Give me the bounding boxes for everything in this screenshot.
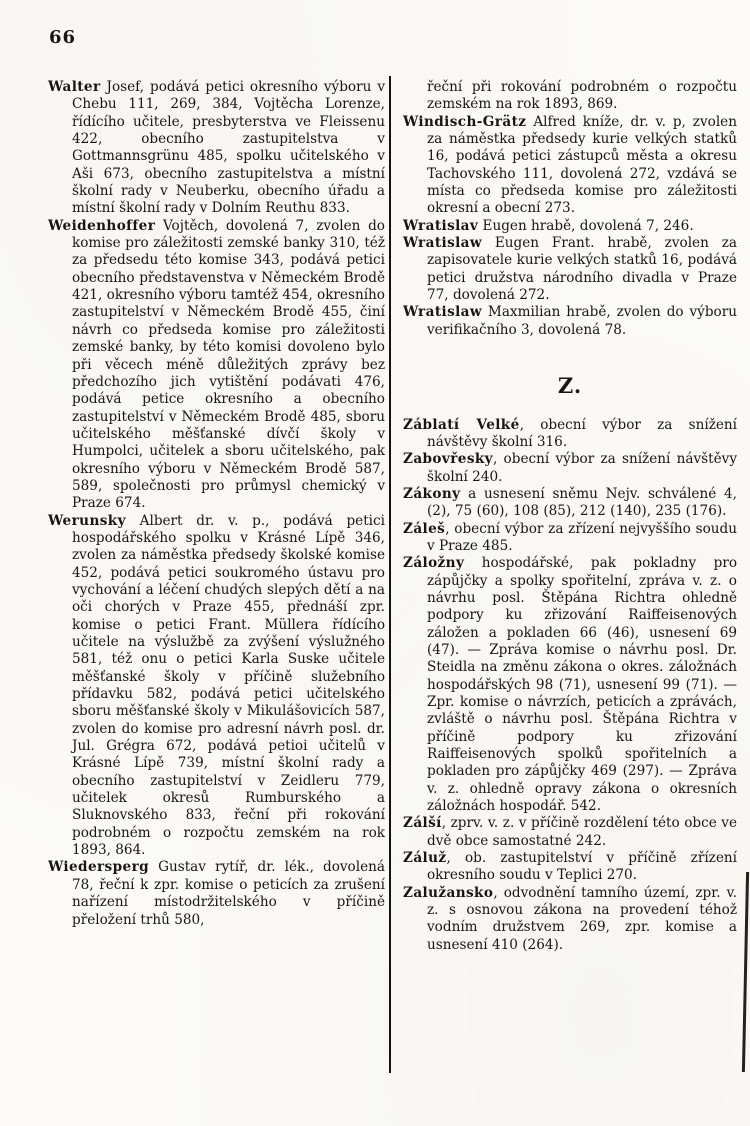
entry-term: Záluž: [403, 850, 447, 867]
entry-term: Wratislaw: [403, 235, 482, 252]
index-entry-zakony: [403, 486, 737, 521]
left-column: [48, 79, 385, 929]
entry-text: Josef, podává petici okresního výboru v Chebu 111, 269, 384, Vojtěcha Lorenze, řídícího učitele, presbyterstva ve Fleissenu 422, obecního zastupitelstva v Gottmannsgrünu 485, spolku učitelského v Aši 673, obecního zastupitelstva a místní školní rady v Neuberku, obecního úřadu a místní školní rady v Dolním Reuthu 833.: [72, 79, 385, 217]
entry-term: Wiedersperg: [48, 859, 150, 876]
index-entry-wiedersperg: [48, 859, 385, 928]
index-entry-wratislaw-maxmilian: [403, 304, 737, 339]
index-entry-werunsky: [48, 513, 385, 860]
entry-term: Wratislaw: [403, 304, 482, 321]
entry-text: hospodářské, pak pokladny pro zápůjčky a spolky spořitelní, zpráva v. z. o návrhu posl. Štěpána Richtra ohledně podpory ku zřizování Raiffeisenových záložen a pokladen 66 (46), usnesení 69 (47). — Zpráva komise o návrhu posl. Dr. Steidla na změnu zákona o okres. záložnách hospodářských 98 (71), usnesení 99 (71). — Zpr. komise o návrzích, peticích a zprávách, zvláště o návrhu posl. Štěpána Richtra v příčině podpory ku zřizování Raiffeisenových spolků spořitelních a pokladen pro zápůjčky 469 (297). — Zpráva v. z. ohledně opravy zákona o okresních záložnách hospodář. 542.: [427, 555, 737, 815]
entry-text: Alfred kníže, dr. v. p, zvolen za náměstka předsedy kurie velkých statků 16, podává petici zástupců města a okresu Tachovského 111, dovolená 272, vzdává se místa co předseda komise pro záležitosti okresní a obecní 273.: [427, 113, 737, 217]
entry-term: Záblatí Velké: [403, 416, 520, 433]
entry-term: Windisch-Grätz: [403, 113, 527, 130]
index-entry-walter: [48, 79, 385, 218]
entry-text: , odvodnění tamního území, zpr. v. z. s osnovou zákona na provedení téhož vodním družstvem 269, zpr. komise a usnesení 410 (264).: [427, 884, 737, 953]
entry-text: a usnesení sněmu Nejv. schválené 4, (2), 75 (60), 108 (85), 212 (140), 235 (176).: [427, 485, 737, 520]
entry-text: Eugen Frant. hrabě, zvolen za zapisovatele kurie velkých statků 16, podává petici družstva národního divadla v Praze 77, dovolená 272.: [427, 235, 737, 304]
entry-continuation: řeční při rokování podrobném o rozpočtu zemském na rok 1893, 869.: [427, 79, 737, 113]
entry-text: , ob. zastupitelství v příčině zřízení okresního soudu v Teplici 270.: [427, 850, 737, 884]
entry-text: , obecní výbor za snížení návštěvy školní 316.: [427, 416, 737, 450]
entry-term: Zabovřesky: [403, 451, 493, 468]
entry-text: Maxmilian hrabě, zvolen do výboru verifikačního 3, dovolená 78.: [427, 304, 737, 338]
entry-term: Zálší: [403, 815, 442, 832]
entry-text: Albert dr. v. p., podává petici hospodářského spolku v Krásné Lípě 346, zvolen za náměstka předsedy školské komise 452, podává petici soukromého ústavu pro vychování a léčení chudých slepých dětí a na oči chorých v Praze 455, přednáší zpr. komise o petici Frant. Müllera řídícího učitele na výslužbě za zvýšení výslužného 581, též onu o petici Karla Suske učitele měšťanské školy v příčině služebního přídavku 582, podává petici učitelského sboru měšťanské školy v Mikulášovicích 587, zvolen do komise pro adresní návrh posl. dr. Jul. Grégra 672, podává petioi učitelů v Krásné Lípě 739, místní školní rady a obecního zastupitelství v Zeidleru 779, učitelek okresů Rumburského a Sluknovského 833, řeční při rokování podrobném o rozpočtu zemském na rok 1893, 864.: [72, 512, 385, 859]
index-entry-zalsi: [403, 815, 737, 850]
entry-text: Vojtěch, dovolená 7, zvolen do komise pro záležitosti zemské banky 310, též za předsedu této komise 343, podává petici obecního představenstva v Německém Brodě 421, okresního výboru tamtéž 454, okresního zastupitelství v Německém Brodě 455, činí návrh co předseda komise pro záležitosti zemské banky, by této komisi dovoleno bylo při věcech méně důležitých zprávy bez předchozího jich vytištění podávati 476, podává petice okresního a obecního zastupitelství v Německém Brodě 485, sboru učitelského měšťanské dívčí školy v Humpolci, učitelek a sboru učitelského, pak okresního výboru v Německém Brodě 587, 589, společnosti pro průmysl chemický v Praze 674.: [72, 217, 385, 512]
entry-text: , obecní výbor za snížení návštěvy školní 240.: [427, 451, 737, 485]
entry-term: Weidenhoffer: [48, 217, 156, 234]
index-entry-wratislav: [403, 218, 737, 235]
index-entry-weidenhoffer: [48, 218, 385, 513]
column-divider-rule: [389, 76, 391, 1073]
entry-term: Záleš: [403, 520, 446, 537]
entry-term: Werunsky: [48, 512, 126, 529]
entry-term: Zalužansko: [403, 884, 494, 901]
entry-text: Gustav rytíř, dr. lék., dovolená 78, řeční k zpr. komise o peticích za zrušení nařízení místodržitelského v příčině přeložení trhů 580,: [72, 859, 385, 928]
right-column: [403, 79, 737, 954]
index-entry-zalozny: [403, 555, 737, 815]
entry-term: Záložny: [403, 555, 465, 572]
index-entry-zaluzansko: [403, 885, 737, 954]
entry-text: , obecní výbor za zřízení nejvyššího soudu v Praze 485.: [427, 520, 737, 554]
entry-text: Eugen hrabě, dovolená 7, 246.: [478, 217, 694, 234]
entry-text: , zprv. v. z. v příčině rozdělení této obce ve dvě obce samostatné 242.: [427, 815, 737, 849]
scan-artifact-line: [742, 872, 749, 1072]
index-entry-wratislaw-eugen: [403, 235, 737, 304]
page-number: 66: [49, 27, 77, 48]
section-header-z: Z.: [557, 373, 583, 399]
index-entry-zaluz: [403, 850, 737, 885]
entry-term: Wratislav: [403, 217, 479, 234]
entry-term: Zákony: [403, 485, 461, 502]
entry-term: Walter: [48, 79, 101, 95]
index-entry-windisch-graetz: [403, 114, 737, 218]
index-entry-zales: [403, 521, 737, 556]
index-entry-zablati-velke: [403, 417, 737, 452]
index-entry-zabovresky: [403, 451, 737, 486]
